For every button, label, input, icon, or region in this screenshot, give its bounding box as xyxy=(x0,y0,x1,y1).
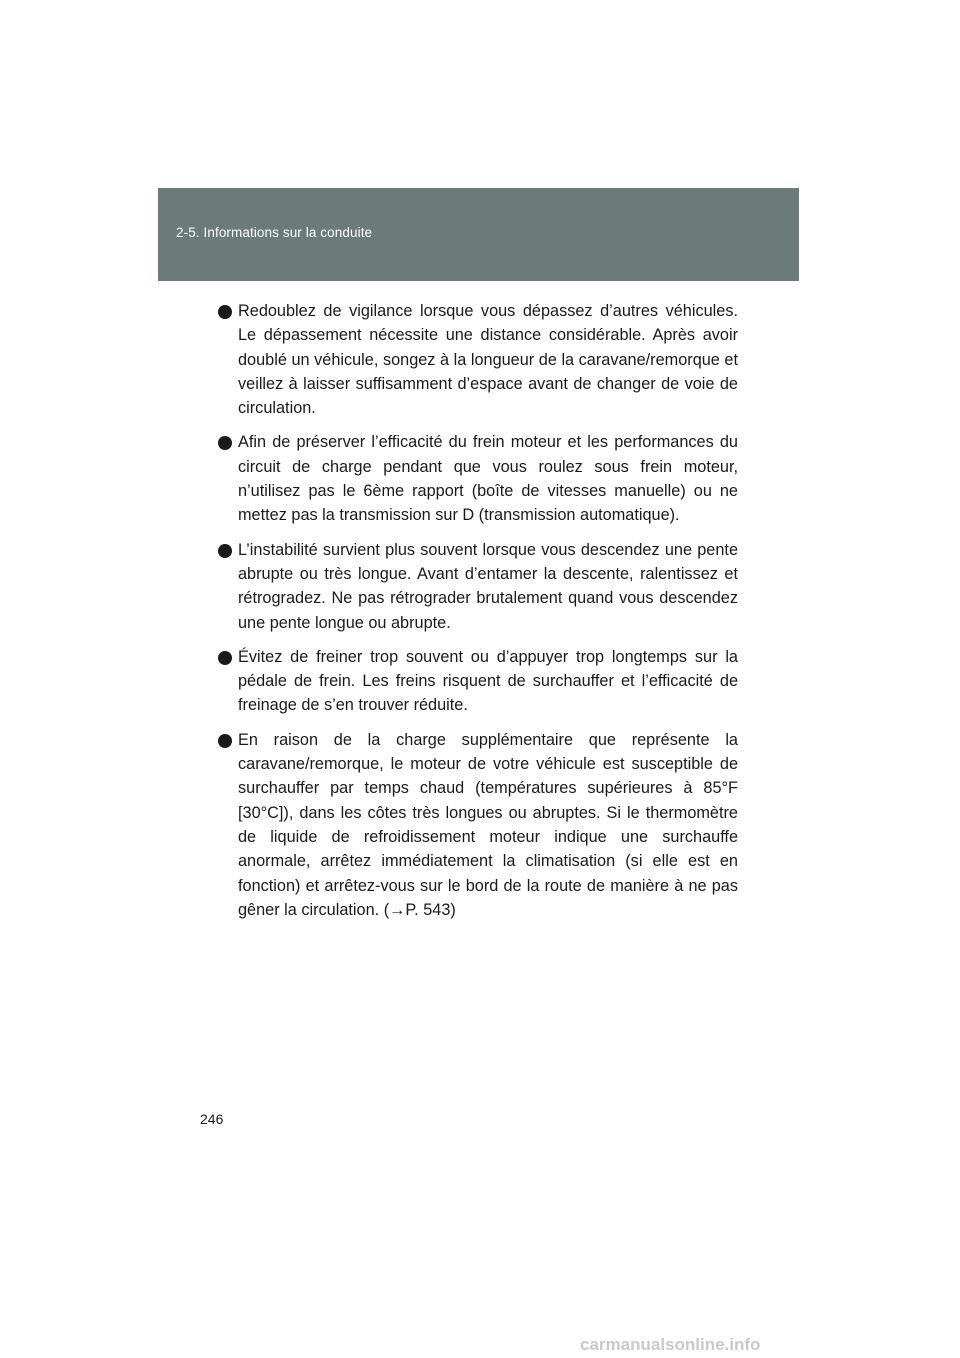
bullet-icon xyxy=(218,305,232,319)
bullet-text: Afin de préserver l’efficacité du frein moteur et les performances du circuit de charge pendant que vous roulez sous frein moteur, n’utilisez pas le 6ème rapport (boîte de vitesses manuelle) ou ne mettez pas la transmission sur D (transmission automatique). xyxy=(238,433,738,525)
bullet-icon xyxy=(218,544,232,558)
bullet-text: Évitez de freiner trop souvent ou d’appuyer trop longtemps sur la pédale de frein. Les freins risquent de surchauffer et l’efficacité de freinage de s’en trouver réduite. xyxy=(238,647,738,715)
bullet-list xyxy=(218,299,738,932)
list-item xyxy=(218,538,738,635)
list-item xyxy=(218,299,738,420)
bullet-icon xyxy=(218,436,232,450)
bullet-text: En raison de la charge supplémentaire que représente la caravane/remorque, le moteur de votre véhicule est susceptible de surchauffer par temps chaud (températures supérieures à 85°F [30°C]), dans les côtes très longues ou abruptes. Si le thermomètre de liquide de refroidissement moteur indique une surchauffe anormale, arrêtez immédiatement la climatisation (si elle est en fonction) et arrêtez-vous sur le bord de la route de manière à ne pas gêner la circulation. (→P. 543) xyxy=(238,730,738,919)
list-item xyxy=(218,645,738,718)
section-header-band xyxy=(158,188,799,281)
bullet-text: Redoublez de vigilance lorsque vous dépassez d’autres véhicules. Le dépassement nécessite une distance considérable. Après avoir doublé un véhicule, songez à la longueur de la caravane/remorque et veillez à laisser suffisamment d’espace avant de changer de voie de circulation. xyxy=(238,302,738,418)
bullet-icon xyxy=(218,651,232,665)
list-item xyxy=(218,728,738,922)
list-item xyxy=(218,430,738,527)
watermark-text: carmanualsonline.info xyxy=(580,1335,761,1354)
bullet-text: L’instabilité survient plus souvent lorsque vous descendez une pente abrupte ou très longue. Avant d’entamer la descente, ralentissez et rétrogradez. Ne pas rétrograder brutalement quand vous descendez une pente longue ou abrupte. xyxy=(238,540,738,632)
section-title: 2-5. Informations sur la conduite xyxy=(176,225,373,240)
bullet-icon xyxy=(218,734,232,748)
page-number: 246 xyxy=(200,1111,224,1127)
